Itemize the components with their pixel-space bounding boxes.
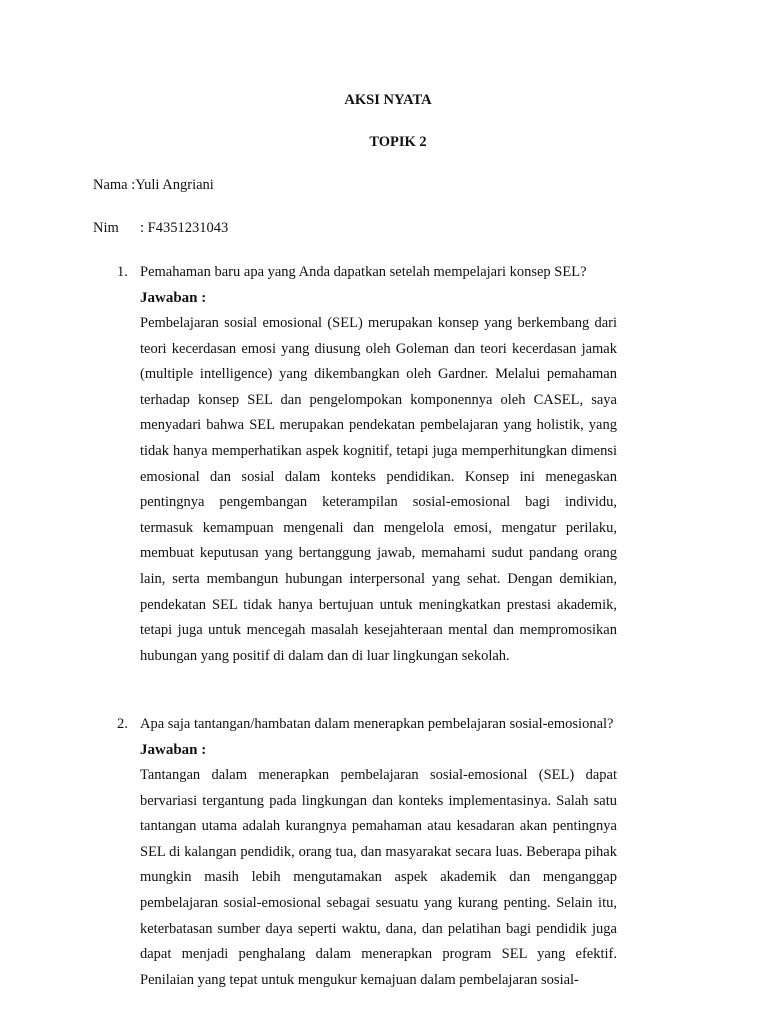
answer-label: Jawaban : [140,742,207,758]
question-text: Apa saja tantangan/hambatan dalam menerapkan pembelajaran sosial-emosional? [140,716,614,732]
nim-value: : F4351231043 [140,220,229,236]
nama-value: Yuli Angriani [135,177,214,193]
document-subtitle: TOPIK 2 [369,134,427,150]
answer-text: Pembelajaran sosial emosional (SEL) merupakan konsep yang berkembang dari teori kecerdasan emosi yang diusung oleh Goleman dan teori kecerdasan jamak (multiple intelligence) yang dikembangkan oleh Gardner. Melalui pemahaman terhadap konsep SEL dan pengelompokan komponennya oleh CASEL, saya menyadari bahwa SEL merupakan pendekatan pembelajaran yang holistik, yang tidak hanya memperhatikan aspek kognitif, tetapi juga memperhitungkan dimensi emosional dan sosial dalam konteks pendidikan. Konsep ini menegaskan pentingnya pengembangan keterampilan sosial-emosional bagi individu, termasuk kemampuan mengenali dan mengelola emosi, mengatur perilaku, membuat keputusan yang bertanggung jawab, memahami sudut pandang orang lain, serta membangun hubungan interpersonal yang sehat. Dengan demikian, pendekatan SEL tidak hanya bertujuan untuk meningkatkan prestasi akademik, tetapi juga untuk mencegah masalah kesejahteraan mental dan mempromosikan hubungan yang positif di dalam dan di luar lingkungan sekolah. [140,315,617,664]
document-title: AKSI NYATA [344,92,432,108]
nama-field [93,177,214,194]
nim-label: Nim [93,220,119,236]
nama-label: Nama : [93,177,136,193]
answer-label: Jawaban : [140,290,207,306]
answer-text: Tantangan dalam menerapkan pembelajaran sosial-emosional (SEL) dapat bervariasi tergantung pada lingkungan dan konteks implementasinya. Salah satu tantangan utama adalah kurangnya pemahaman atau kesadaran akan pentingnya SEL di kalangan pendidik, orang tua, dan masyarakat secara luas. Beberapa pihak mungkin masih lebih mengutamakan aspek akademik dan menganggap pembelajaran sosial-emosional sebagai sesuatu yang kurang penting. Selain itu, keterbatasan sumber daya seperti waktu, dana, dan pelatihan bagi pendidik juga dapat menjadi penghalang dalam menerapkan program SEL yang efektif. Penilaian yang tepat untuk mengukur kemajuan dalam pembelajaran sosial- [140,767,617,988]
question-number: 2. [117,716,128,732]
question-number: 1. [117,264,128,280]
nim-field [93,220,228,237]
question-text: Pemahaman baru apa yang Anda dapatkan setelah mempelajari konsep SEL? [140,264,587,280]
